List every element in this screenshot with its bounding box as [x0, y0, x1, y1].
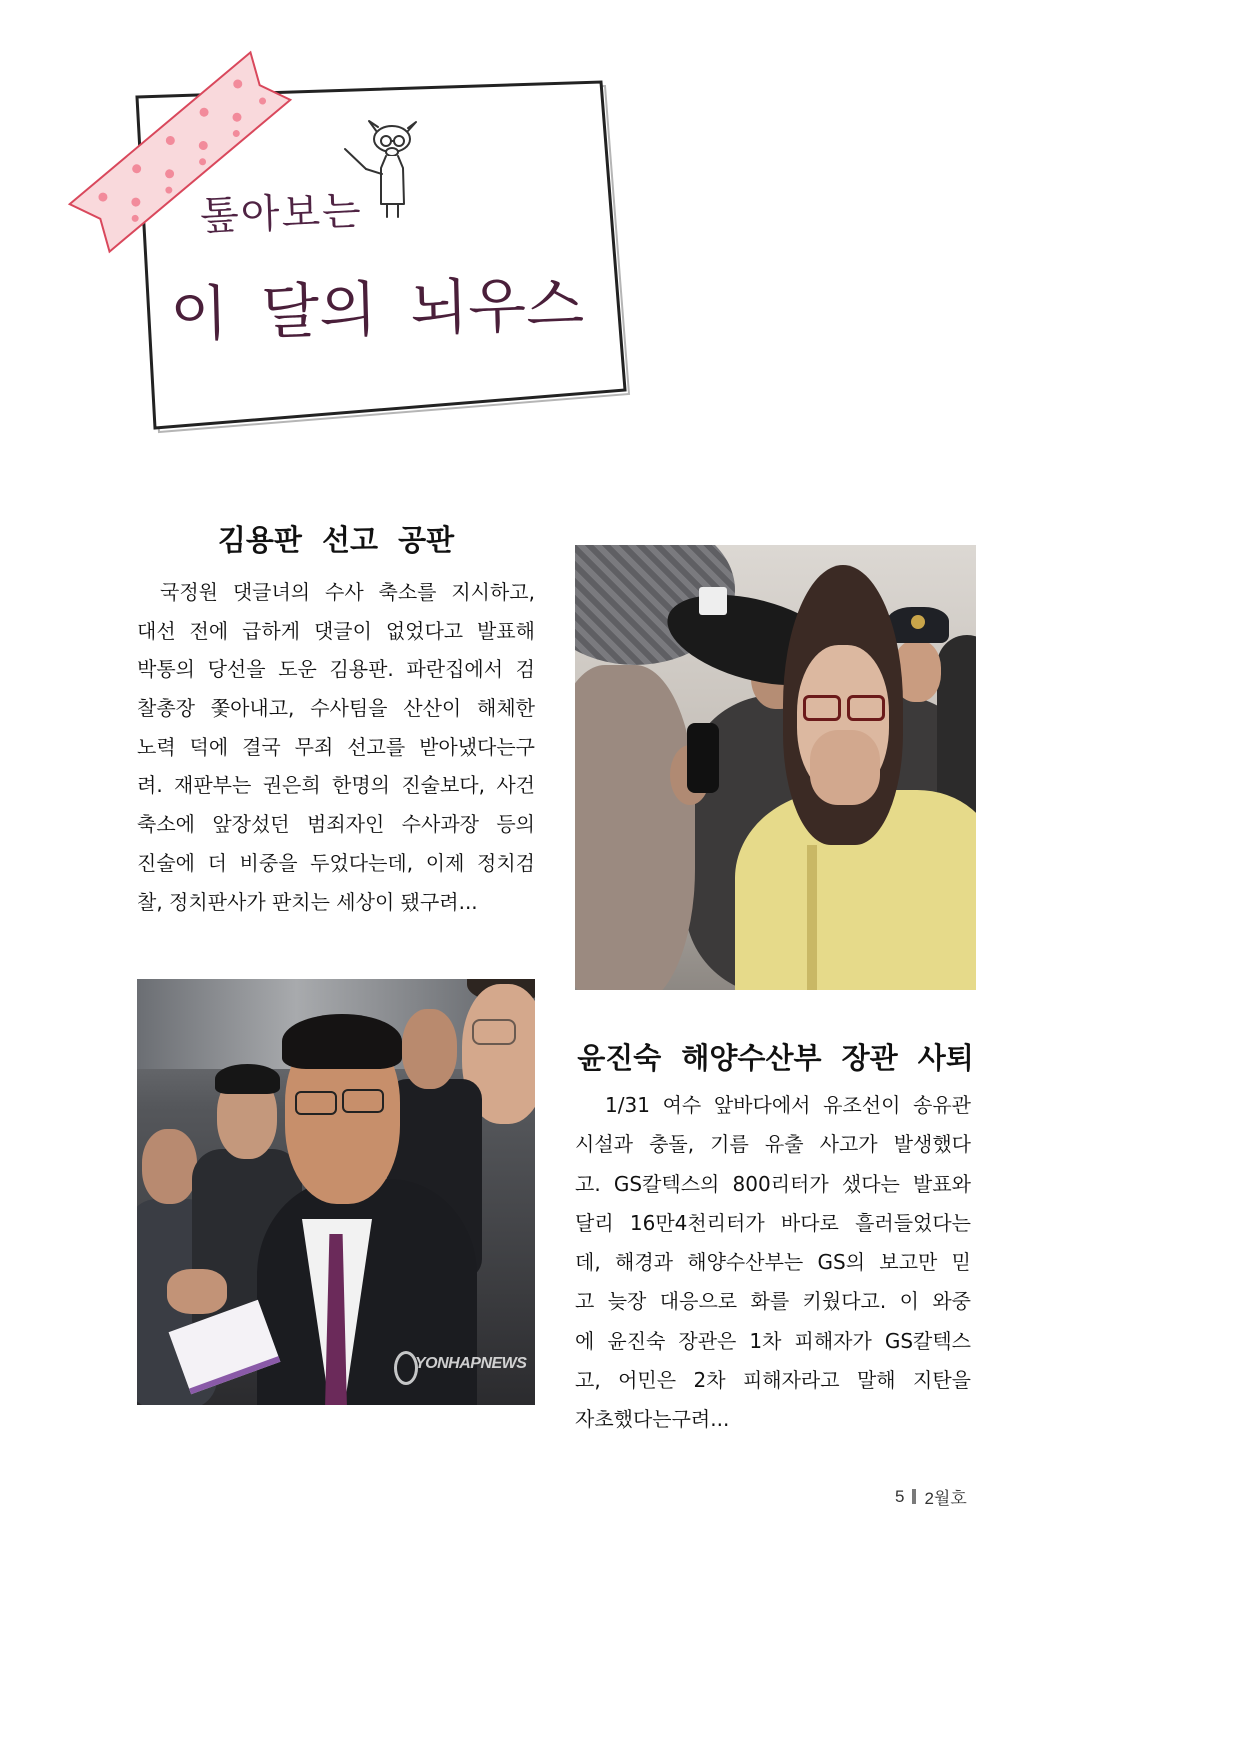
- central-man-glasses-right: [342, 1089, 384, 1113]
- article-1-line: 노력 덕에 결국 무죄 선고를 받아냈다는구: [137, 734, 535, 759]
- article-1-line: 국정원 댓글녀의 수사 축소를 지시하고,: [160, 580, 535, 604]
- article-1-heading: 김용판 선고 공판: [217, 523, 455, 557]
- article-1-line: 대선 전에 급하게 댓글이 없었다고 발표해: [137, 618, 535, 643]
- page-footer: [895, 1484, 967, 1509]
- jacket-fold: [807, 845, 817, 990]
- article-2-line: 자초했다는구려...: [575, 1407, 730, 1432]
- title-kicker: 톺아보는: [199, 188, 364, 240]
- article-1-line: 찰총장 쫓아내고, 수사팀을 산산이 해체한: [137, 696, 535, 721]
- article-1-line: 진술에 더 비중을 두었다는데, 이제 정치검: [137, 850, 535, 875]
- officer-cap-badge: [911, 615, 925, 629]
- hand-over-mouth: [810, 730, 880, 805]
- article-2-line: 고, 어민은 2차 피해자라고 말해 지탄을: [575, 1368, 971, 1393]
- article-1-line: 축소에 앞장섰던 범죄자인 수사과장 등의: [137, 812, 535, 837]
- woman-glasses-left: [803, 695, 841, 721]
- issue-label: 2월호: [924, 1489, 967, 1508]
- woman-glasses-right: [847, 695, 885, 721]
- photo-minister: [575, 545, 976, 990]
- page-number: 5: [895, 1486, 905, 1506]
- article-2-heading: 윤진숙 해양수산부 장관 사퇴: [577, 1041, 974, 1075]
- article-2-line: 1/31 여수 앞바다에서 유조선이 송유관: [605, 1093, 971, 1117]
- photo-watermark: YONHAPNEWS: [415, 1355, 527, 1372]
- article-1-body: [137, 573, 535, 921]
- article-1-line: 찰, 정치판사가 판치는 세상이 됐구려...: [137, 889, 478, 914]
- central-man-hair: [282, 1014, 402, 1069]
- article-2-line: 데, 해경과 해양수산부는 GS의 보고만 믿: [575, 1250, 971, 1275]
- article-2-line: 고. GS칼텍스의 800리터가 샜다는 발표와: [575, 1171, 971, 1196]
- central-man-glasses-left: [295, 1091, 337, 1115]
- photo-defendant: [137, 979, 535, 1405]
- right-man-glasses: [472, 1019, 516, 1045]
- left-man-hair: [215, 1064, 280, 1094]
- article-2-line: 달리 16만4천리터가 바다로 흘러들었다는: [575, 1210, 971, 1235]
- article-2-line: 고 늦장 대응으로 화를 키웠다고. 이 와중: [575, 1289, 971, 1314]
- article-2-line: 에 윤진숙 장관은 1차 피해자가 GS칼텍스: [575, 1328, 971, 1353]
- back-man-face: [402, 1009, 457, 1089]
- reaching-hand: [167, 1269, 227, 1314]
- article-1-line: 박통의 당선을 도운 김용판. 파란집에서 검: [137, 657, 535, 682]
- man-cap-logo: [699, 587, 727, 615]
- page-title: 이 달의 뇌우스: [169, 269, 585, 351]
- article-2-body: [575, 1086, 971, 1440]
- far-left-face: [142, 1129, 197, 1204]
- man-head: [575, 665, 695, 990]
- phone: [687, 723, 719, 793]
- article-2-line: 시설과 충돌, 기름 유출 사고가 발생했다: [575, 1132, 971, 1157]
- footer-separator: [912, 1489, 916, 1504]
- article-1-line: 려. 재판부는 권은희 한명의 진술보다, 사건: [137, 773, 535, 798]
